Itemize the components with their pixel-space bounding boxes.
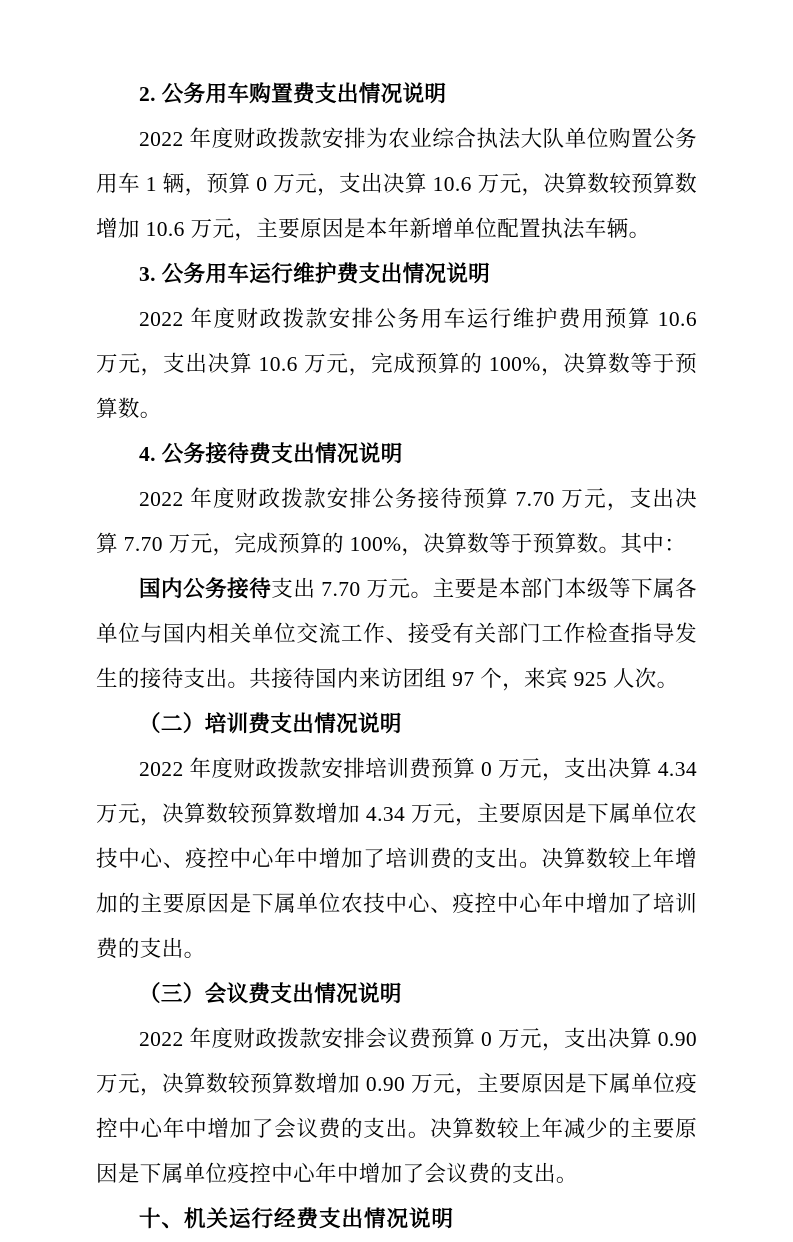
section-heading-training: （二）培训费支出情况说明 xyxy=(139,712,402,736)
section-heading-2: 2. 公务用车购置费支出情况说明 xyxy=(139,82,447,106)
paragraph-hospitality: 2022 年度财政拨款安排公务接待预算 7.70 万元，支出决算 7.70 万元，完成预算的 100%，决算数等于预算数。其中： xyxy=(96,487,697,556)
paragraph-training: 2022 年度财政拨款安排培训费预算 0 万元，支出决算 4.34 万元，决算数较预算数增加 4.34 万元，主要原因是下属单位农技中心、疫控中心年中增加了培训费的支出。决算数较上年增加的主要原因是下属单位农技中心、疫控中心年中增加了培训费的支出。 xyxy=(96,757,697,961)
domestic-hospitality-text: 支出 7.70 万元。主要是本部门本级等下属各单位与国内相关单位交流工作、接受有关部门工作检查指导发生的接待支出。共接待国内来访团组 97 个，来宾 925 人次。 xyxy=(96,577,697,691)
document-body xyxy=(96,72,697,1242)
paragraph-vehicle-maintenance: 2022 年度财政拨款安排公务用车运行维护费用预算 10.6 万元，支出决算 10.6 万元，完成预算的 100%，决算数等于预算数。 xyxy=(96,307,697,421)
section-heading-4: 4. 公务接待费支出情况说明 xyxy=(139,442,403,466)
paragraph-vehicle-purchase: 2022 年度财政拨款安排为农业综合执法大队单位购置公务用车 1 辆，预算 0 万元，支出决算 10.6 万元，决算数较预算数增加 10.6 万元，主要原因是本年新增单位配置执法车辆。 xyxy=(96,127,697,241)
section-heading-3: 3. 公务用车运行维护费支出情况说明 xyxy=(139,262,491,286)
paragraph-meeting: 2022 年度财政拨款安排会议费预算 0 万元，支出决算 0.90 万元，决算数较预算数增加 0.90 万元，主要原因是下属单位疫控中心年中增加了会议费的支出。决算数较上年减少的主要原因是下属单位疫控中心年中增加了会议费的支出。 xyxy=(96,1027,697,1186)
section-heading-ten: 十、机关运行经费支出情况说明 xyxy=(139,1207,455,1231)
domestic-hospitality-lead: 国内公务接待 xyxy=(139,577,272,601)
paragraph-domestic-hospitality xyxy=(96,567,697,702)
section-heading-meeting: （三）会议费支出情况说明 xyxy=(139,982,402,1006)
